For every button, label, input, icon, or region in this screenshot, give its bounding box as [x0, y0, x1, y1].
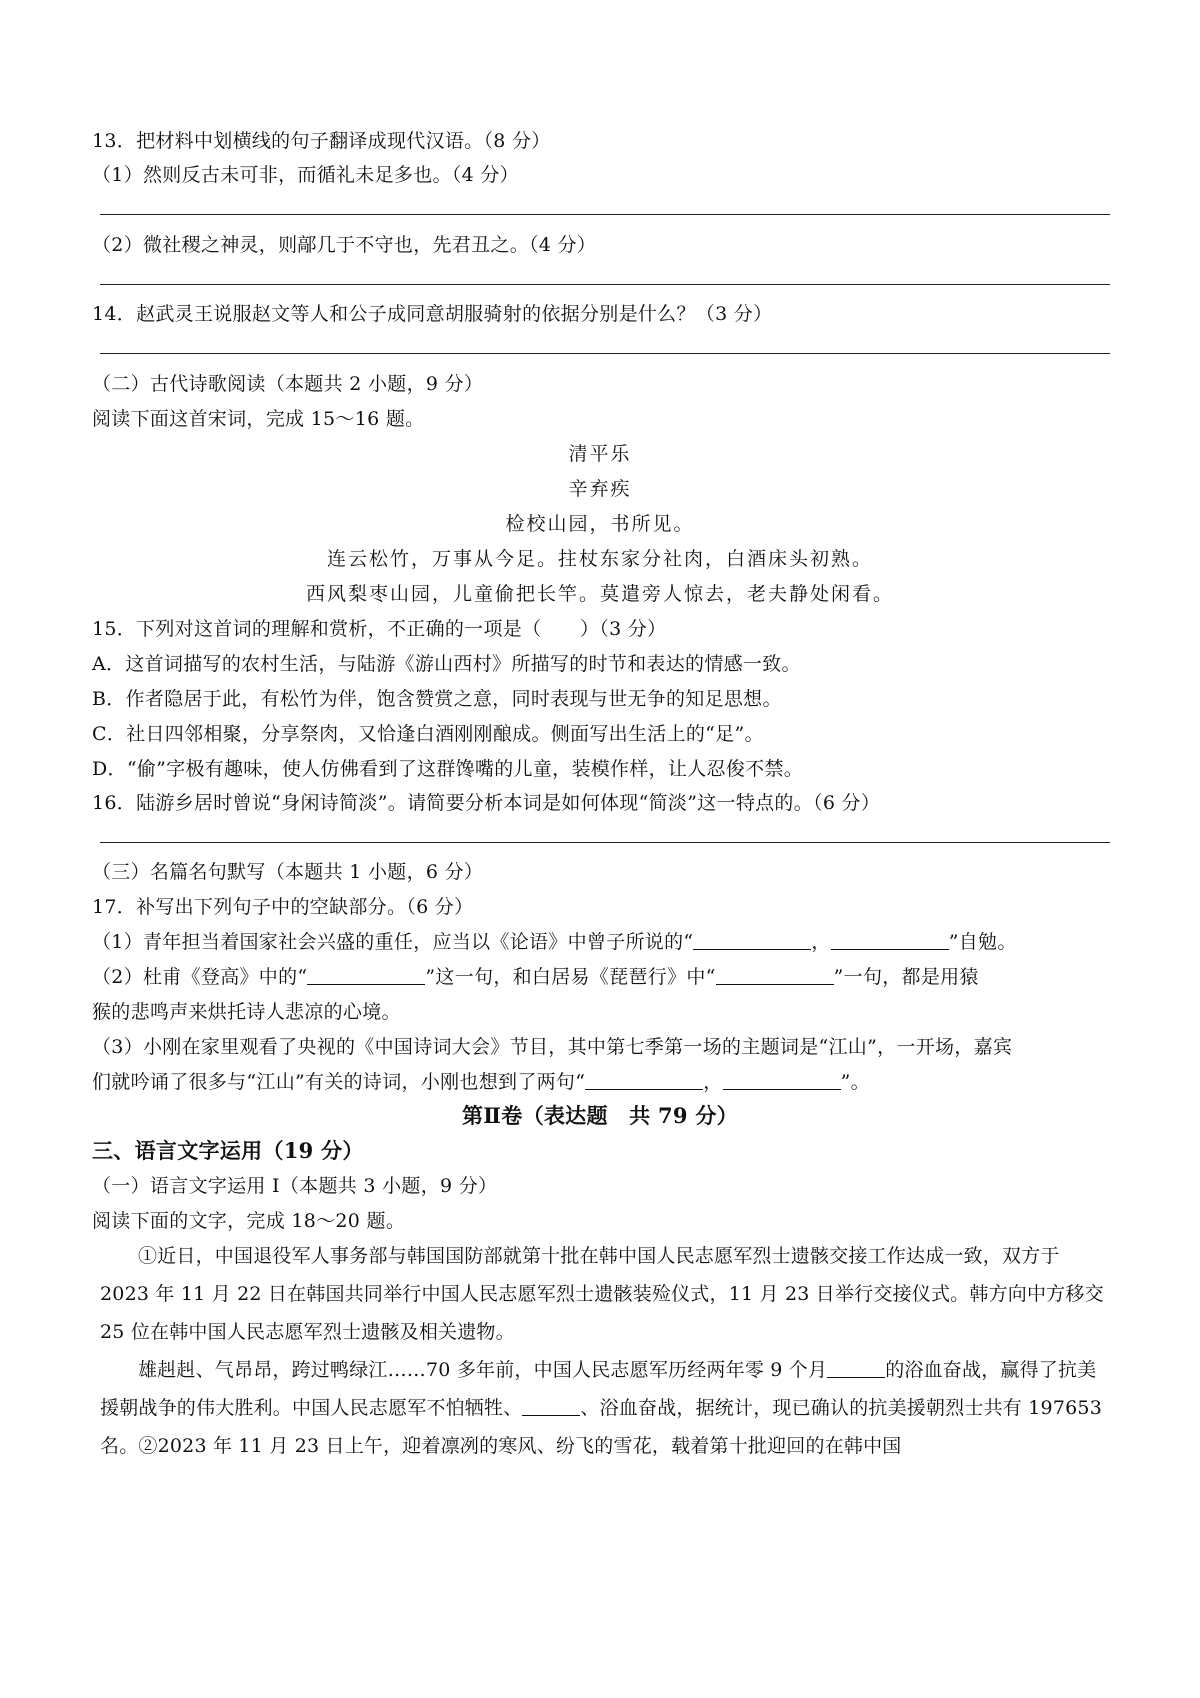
section-2-heading: （二）古代诗歌阅读（本题共 2 小题，9 分）: [92, 373, 484, 395]
answer-line-13-1[interactable]: [100, 214, 1110, 215]
question-13-title: 13．把材料中划横线的句子翻译成现代汉语。（8 分）: [92, 130, 551, 152]
q17-s3-text-b: 们就吟诵了很多与“江山”有关的诗词，小刚也想到了两句“: [92, 1071, 586, 1093]
option-c[interactable]: C．社日四邻相聚，分享祭肉，又恰逢白酒刚刚酿成。侧面写出生活上的“足”。: [92, 723, 764, 745]
answer-line-14[interactable]: [100, 353, 1110, 354]
blank-17-3b[interactable]: [723, 1071, 841, 1090]
passage-paragraph-1: ①近日，中国退役军人事务部与韩国国防部就第十批在韩中国人民志愿军烈士遗骸交接工作达成一致，双方于 2023 年 11 月 22 日在韩国共同举行中国人民志愿军烈士遗骸装殓仪式，11 月 23 日举行交接仪式。韩方向中方移交 25 位在韩中国人民志愿军烈士遗骸及相关遗物。: [100, 1245, 1104, 1343]
question-14-title: 14．赵武灵王说服赵文等人和公子成同意胡服骑射的依据分别是什么？（3 分）: [92, 303, 773, 325]
q17-s2-text-a: （2）杜甫《登高》中的“: [92, 966, 308, 988]
answer-line-13-2[interactable]: [100, 284, 1110, 285]
question-16-title: 16．陆游乡居时曾说“身闲诗简淡”。请简要分析本词是如何体现“简淡”这一特点的。（6 分）: [92, 792, 881, 814]
q17-s2-text-b: ”这一句，和白居易《琵琶行》中“: [425, 966, 716, 988]
passage-p2-c: 、浴血奋战，据统计，现已确认的抗美援朝烈士共有 197653 名。②2023 年 11 月 23 日上午，迎着凛冽的寒风、纷飞的雪花，载着第十批迎回的在韩中国: [100, 1397, 1102, 1457]
blank-17-2b[interactable]: [716, 966, 834, 985]
q17-s1-text-b: ，: [811, 931, 831, 953]
question-17-sentence-1: [92, 929, 1017, 955]
question-17-sentence-3-cont: [92, 1069, 870, 1095]
q17-s1-text-a: （1）青年担当着国家社会兴盛的重任，应当以《论语》中曾子所说的“: [92, 931, 694, 953]
blank-17-3a[interactable]: [585, 1071, 703, 1090]
question-17-sentence-3: （3）小刚在家里观看了央视的《中国诗词大会》节目，其中第七季第一场的主题词是“江山”，一开场，嘉宾: [92, 1036, 1013, 1058]
passage-p2-b: 的浴血奋战，赢得了抗美援朝战争的伟大胜利。中国人民志愿军不怕牺牲、: [100, 1359, 1097, 1419]
question-15-title: 15．下列对这首词的理解和赏析，不正确的一项是（ ）（3 分）: [92, 618, 667, 640]
poem-preface: 检校山园，书所见。: [505, 513, 695, 535]
option-a[interactable]: A．这首词描写的农村生活，与陆游《游山西村》所描写的时节和表达的情感一致。: [92, 653, 801, 675]
q17-s1-text-c: ”自勉。: [948, 931, 1017, 953]
section-3-heading: （三）名篇名句默写（本题共 1 小题，6 分）: [92, 861, 484, 883]
passage-p2-a: 雄赳赳、气昂昂，跨过鸭绿江……70 多年前，中国人民志愿军历经两年零 9 个月: [138, 1359, 828, 1381]
poem-title: 清平乐: [568, 443, 632, 465]
question-17-sentence-2: [92, 964, 979, 990]
part-3-sub: （一）语言文字运用 I（本题共 3 小题，9 分）: [92, 1175, 498, 1197]
option-b[interactable]: B．作者隐居于此，有松竹为伴，饱含赞赏之意，同时表现与世无争的知足思想。: [92, 688, 782, 710]
blank-17-1a[interactable]: [693, 931, 811, 950]
blank-17-2a[interactable]: [307, 966, 425, 985]
question-13-sub1: （1）然则反古未可非，而循礼未足多也。（4 分）: [92, 164, 519, 186]
poem-line-1: 连云松竹，万事从今足。拄杖东家分社肉，白酒床头初熟。: [326, 548, 873, 570]
q17-s3-text-c: ，: [703, 1071, 723, 1093]
blank-passage-1[interactable]: [827, 1359, 885, 1378]
passage-paragraph-2: [100, 1351, 1110, 1465]
answer-line-16[interactable]: [100, 842, 1110, 843]
q17-s2-text-c: ”一句，都是用猿: [833, 966, 979, 988]
part-3-heading: 三、语言文字运用（19 分）: [92, 1138, 364, 1163]
blank-17-1b[interactable]: [831, 931, 949, 950]
section-2-intro: 阅读下面这首宋词，完成 15～16 题。: [92, 408, 425, 430]
poem-line-2: 西风梨枣山园，儿童偷把长竿。莫遣旁人惊去，老夫静处闲看。: [305, 583, 894, 605]
part-3-intro: 阅读下面的文字，完成 18～20 题。: [92, 1210, 406, 1232]
poem-author: 辛弃疾: [568, 478, 632, 500]
part-2-heading: 第Ⅱ卷（表达题 共 79 分）: [461, 1103, 739, 1128]
question-13-sub2: （2）微社稷之神灵，则鄗几于不守也，先君丑之。（4 分）: [92, 234, 597, 256]
option-d[interactable]: D．“偷”字极有趣味，使人仿佛看到了这群馋嘴的儿童，装模作样，让人忍俊不禁。: [92, 758, 804, 780]
q17-s3-text-d: ”。: [840, 1071, 870, 1093]
blank-passage-2[interactable]: [522, 1397, 580, 1416]
question-17-sentence-2-cont: 猴的悲鸣声来烘托诗人悲凉的心境。: [92, 1001, 401, 1023]
question-17-title: 17．补写出下列句子中的空缺部分。（6 分）: [92, 896, 474, 918]
